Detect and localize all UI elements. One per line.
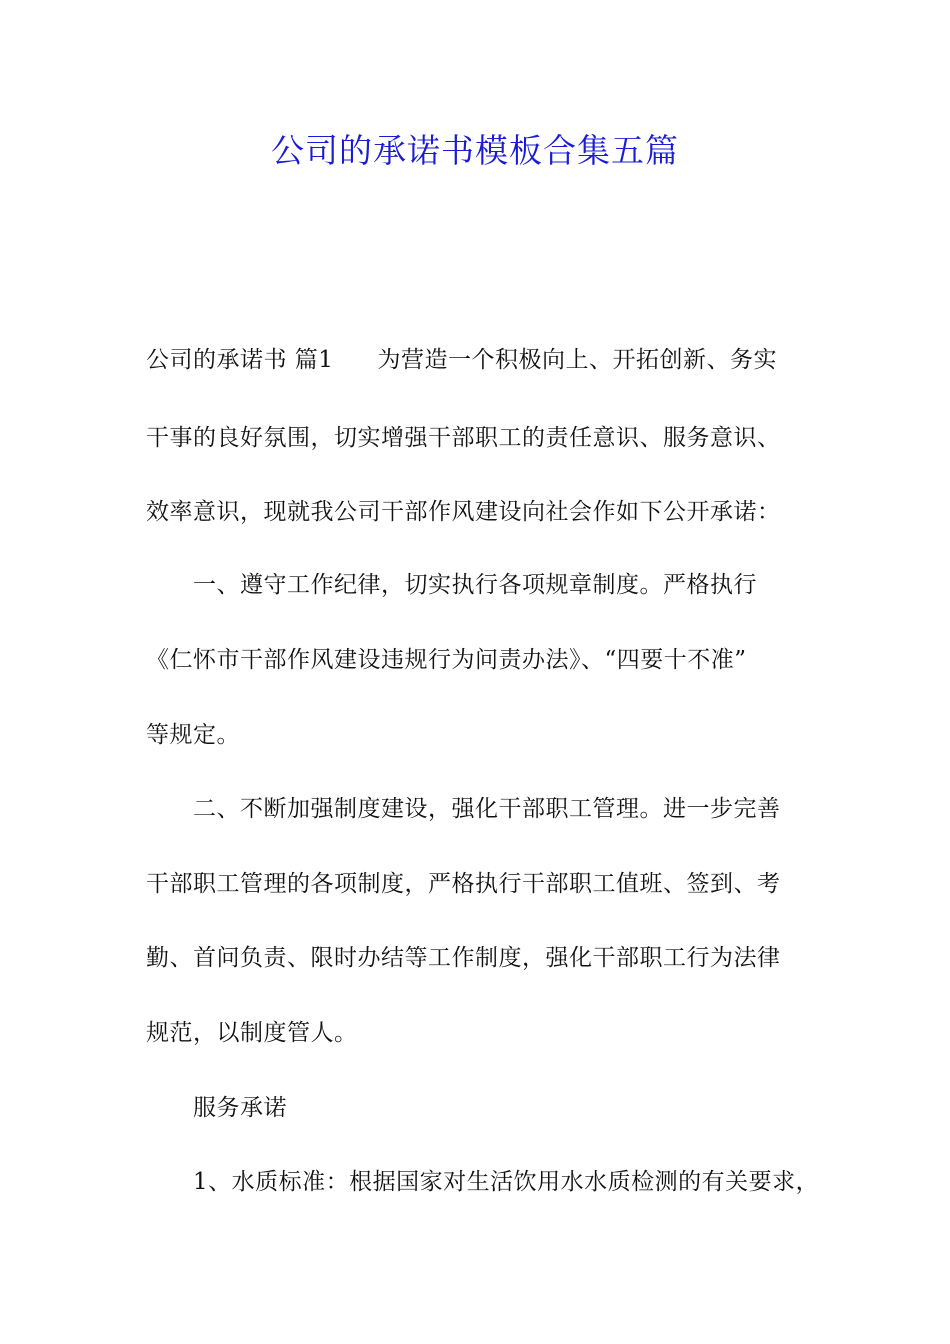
- document-title: 公司的承诺书模板合集五篇: [271, 131, 679, 170]
- paragraph-line-6: 等规定。: [146, 722, 240, 748]
- section-heading: 公司的承诺书 篇1: [146, 347, 334, 373]
- paragraph-line-9: 勤、首问负责、限时办结等工作制度，强化干部职工行为法律: [146, 945, 781, 971]
- paragraph-line-7: 二、不断加强制度建设，强化干部职工管理。进一步完善: [193, 796, 781, 822]
- paragraph-line-2: 干事的良好氛围，切实增强干部职工的责任意识、服务意识、: [146, 425, 781, 451]
- paragraph-line-10: 规范，以制度管人。: [146, 1020, 358, 1046]
- section-subheading: 服务承诺: [193, 1095, 287, 1121]
- paragraph-line-5: 《仁怀市干部作风建设违规行为问责办法》、“四要十不准”: [146, 647, 747, 673]
- paragraph-line-3: 效率意识，现就我公司干部作风建设向社会作如下公开承诺：: [146, 499, 781, 525]
- paragraph-text: 为营造一个积极向上、开拓创新、务实: [377, 347, 777, 373]
- paragraph-line-8: 干部职工管理的各项制度，严格执行干部职工值班、签到、考: [146, 871, 781, 897]
- paragraph-line-4: 一、遵守工作纪律，切实执行各项规章制度。严格执行: [193, 572, 757, 598]
- paragraph-line-12: 1、水质标准：根据国家对生活饮用水水质检测的有关要求，: [193, 1169, 820, 1195]
- paragraph-line-1: [146, 345, 777, 375]
